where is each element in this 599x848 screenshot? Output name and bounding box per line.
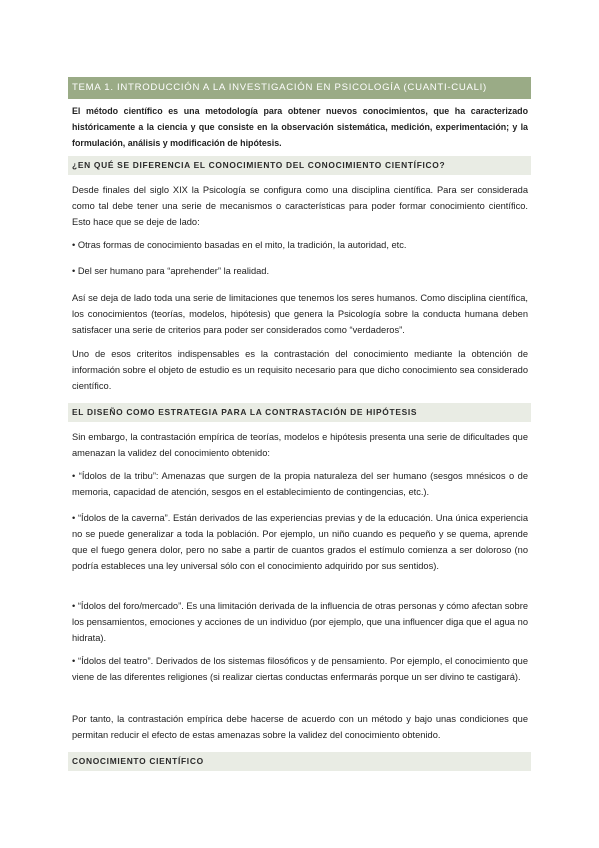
paragraph: Así se deja de lado toda una serie de limitaciones que tenemos los seres humanos. Como disciplina científica, los conocimientos (teorías, modelos, hipótesis) que genera la Psicología sobre la conducta humana deben satisfacer una serie de criterios para poder ser considerados como “verdaderos”.: [72, 293, 528, 335]
paragraph: Desde finales del siglo XIX la Psicología se configura como una disciplina científica. Para ser considerada como tal debe tener una serie de mecanismos o características para poder formar conocimiento científico. Esto hace que se deje de lado:: [72, 185, 528, 227]
bullet-item: • “Ídolos del teatro”. Derivados de los sistemas filosóficos y de pensamiento. Por ejemplo, el conocimiento que viene de las diferentes religiones (si realizar ciertas conductas enfermarás porque un ser divino te castigará).: [72, 656, 528, 682]
paragraph: Sin embargo, la contrastación empírica de teorías, modelos e hipótesis presenta una serie de dificultades que amenazan la validez del conocimiento obtenido:: [72, 432, 528, 458]
intro-paragraph: El método científico es una metodología para obtener nuevos conocimientos, que ha caracterizado históricamente a la ciencia y que consiste en la observación sistemática, medición, experimentación; y la formulación, análisis y modificación de hipótesis.: [72, 106, 528, 148]
section-heading-conocimiento-cientifico: CONOCIMIENTO CIENTÍFICO: [68, 752, 531, 771]
bullet-item: • “Ídolos de la caverna”. Están derivados de las experiencias previas y de la educación. Una única experiencia no se puede generalizar a toda la población. Por ejemplo, un niño cuando es pequeño y se quema, aprende que el fuego genera dolor, pero no sabe a partir de cuantos grados el estímulo comienza a ser doloroso (no podría estableces una ley universal sólo con el conocimiento adquirido por sus sentidos).: [72, 513, 528, 571]
bullet-item: • “Ídolos del foro/mercado”. Es una limitación derivada de la influencia de otras personas y cómo afectan sobre los pensamientos, emociones y acciones de un individuo (por ejemplo, que una influencer diga que el agua no hidrata).: [72, 601, 528, 643]
bullet-item: • Otras formas de conocimiento basadas en el mito, la tradición, la autoridad, etc.: [72, 240, 407, 250]
paragraph: Uno de esos criteritos indispensables es la contrastación del conocimiento mediante la obtención de información sobre el objeto de estudio es un requisito necesario para que dicho conocimiento sea considerado científico.: [72, 349, 528, 391]
bullet-item: • Del ser humano para “aprehender” la realidad.: [72, 266, 270, 276]
bullet-item: • “Ídolos de la tribu”: Amenazas que surgen de la propia naturaleza del ser humano (sesgos mnésicos o de memoria, capacidad de atención, sesgos en el establecimiento de contingencias, etc.).: [72, 471, 528, 497]
paragraph: Por tanto, la contrastación empírica debe hacerse de acuerdo con un método y bajo unas condiciones que permitan reducir el efecto de estas amenazas sobre la validez del conocimiento obtenido.: [72, 714, 528, 740]
page-title: TEMA 1. INTRODUCCIÓN A LA INVESTIGACIÓN EN PSICOLOGÍA (CUANTI-CUALI): [68, 77, 531, 99]
section-heading-conocimiento: ¿EN QUÉ SE DIFERENCIA EL CONOCIMIENTO DEL CONOCIMIENTO CIENTÍFICO?: [68, 156, 531, 175]
section-heading-diseno: EL DISEÑO COMO ESTRATEGIA PARA LA CONTRASTACIÓN DE HIPÓTESIS: [68, 403, 531, 422]
